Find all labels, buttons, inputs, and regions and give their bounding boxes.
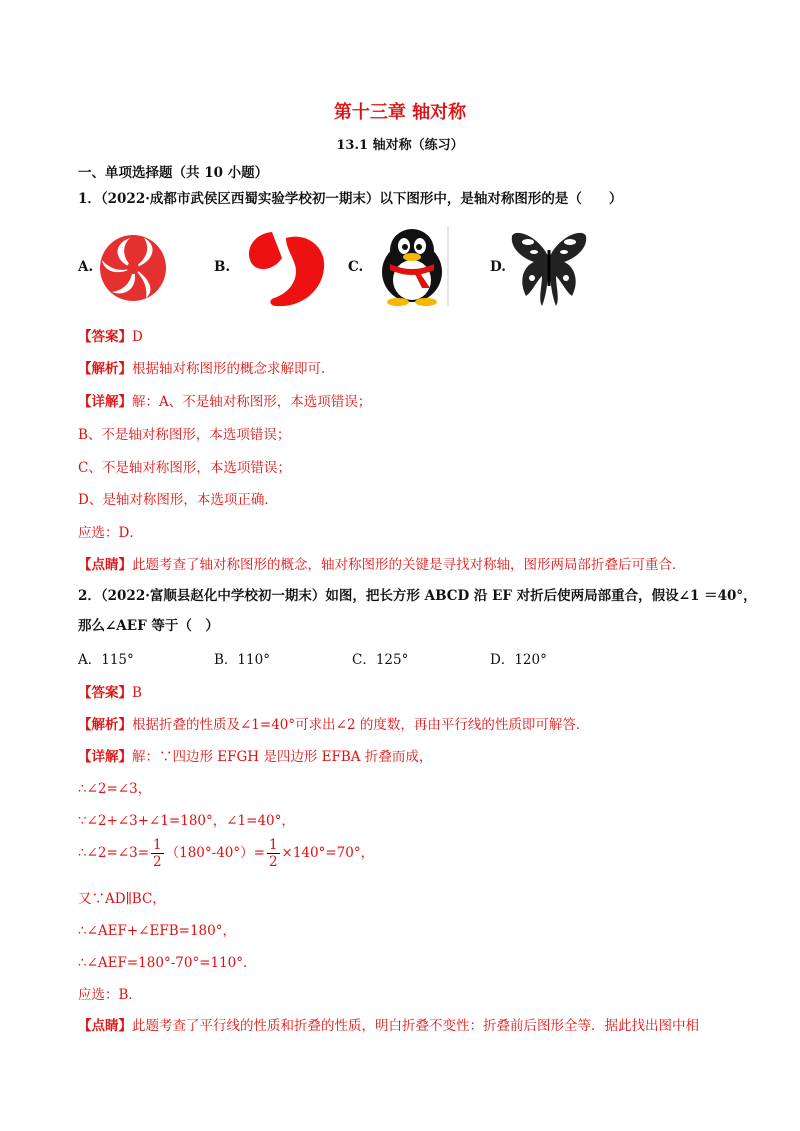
q2-option-a: A．115° xyxy=(78,652,134,668)
q2-answer: 【答案】B xyxy=(78,685,142,701)
q1-option-a-label: A. xyxy=(78,259,94,275)
q1-choice-line: 应选：D． xyxy=(78,525,143,541)
q2-detail-line: 又∵AD∥BC， xyxy=(78,891,166,907)
chapter-title: 第十三章 轴对称 xyxy=(333,102,467,123)
q2-option-c: C．125° xyxy=(352,652,409,668)
q2-choice-line: 应选：B． xyxy=(78,987,142,1003)
q1-analysis: 【解析】根据轴对称图形的概念求解即可． xyxy=(78,361,335,377)
q1-detail-line: D、是轴对称图形，本选项正确． xyxy=(78,492,278,508)
q1-detail: 【详解】解：A、不是轴对称图形，本选项错误； xyxy=(78,394,372,410)
question-1-stem: 1．（2022·成都市武侯区西蜀实验学校初一期末）以下图形中，是轴对称图形的是（ ） xyxy=(78,191,623,207)
question-2-stem: 2．（2022·富顺县赵化中学校初一期末）如图，把长方形 ABCD 沿 EF 对折后使两局部重合，假设∠1 ＝40°， xyxy=(78,588,757,604)
q2-option-b: B．110° xyxy=(214,652,270,668)
q2-detail: 【详解】解：∵四边形 EFGH 是四边形 EFBA 折叠而成， xyxy=(78,749,433,765)
q2-analysis: 【解析】根据折叠的性质及∠1=40°可求出∠2 的度数，再由平行线的性质即可解答． xyxy=(78,717,590,733)
section-heading: 一、单项选择题（共 10 小题） xyxy=(78,165,269,181)
q2-detail-line: ∴∠AEF+∠EFB=180°， xyxy=(78,923,236,939)
q1-detail-line: B、不是轴对称图形，本选项错误； xyxy=(78,427,291,443)
penguin-icon xyxy=(374,226,450,306)
q2-detail-line: ∴∠2=∠3， xyxy=(78,781,152,797)
q1-option-c-label: C. xyxy=(348,259,364,275)
q2-fraction-line: ∴∠2=∠3= $\frac{1}{2}$ （180°-40°）= $\frac{1}{2}$ ×140°=70°， xyxy=(78,837,375,870)
phoenix-logo-icon xyxy=(94,232,172,304)
fraction-half: $\frac{1}{2}$ xyxy=(153,837,162,870)
q2-detail-line: ∴∠AEF=180°-70°=110°． xyxy=(78,955,257,971)
q2-detail-line: ∵∠2+∠3+∠1=180°，∠1=40°， xyxy=(78,813,295,829)
q1-detail-line: C、不是轴对称图形，本选项错误； xyxy=(78,460,291,476)
question-2-stem-cont: 那么∠AEF 等于（ ） xyxy=(78,618,219,634)
red-shape-icon xyxy=(242,228,330,310)
q2-comment: 【点睛】此题考查了平行线的性质和折叠的性质，明白折叠不变性：折叠前后图形全等．据此找出图中相 xyxy=(78,1018,699,1034)
q1-option-b-label: B. xyxy=(214,259,231,275)
fraction-half: $\frac{1}{2}$ xyxy=(268,837,278,870)
q1-comment: 【点睛】此题考查了轴对称图形的概念，轴对称图形的关键是寻找对称轴，图形两局部折叠后可重合． xyxy=(78,557,686,573)
q2-option-d: D．120° xyxy=(490,652,547,668)
section-subtitle: 13.1 轴对称（练习） xyxy=(336,138,464,153)
q1-option-d-label: D. xyxy=(490,259,506,275)
butterfly-icon xyxy=(508,226,590,308)
q1-answer: 【答案】D xyxy=(78,329,143,345)
